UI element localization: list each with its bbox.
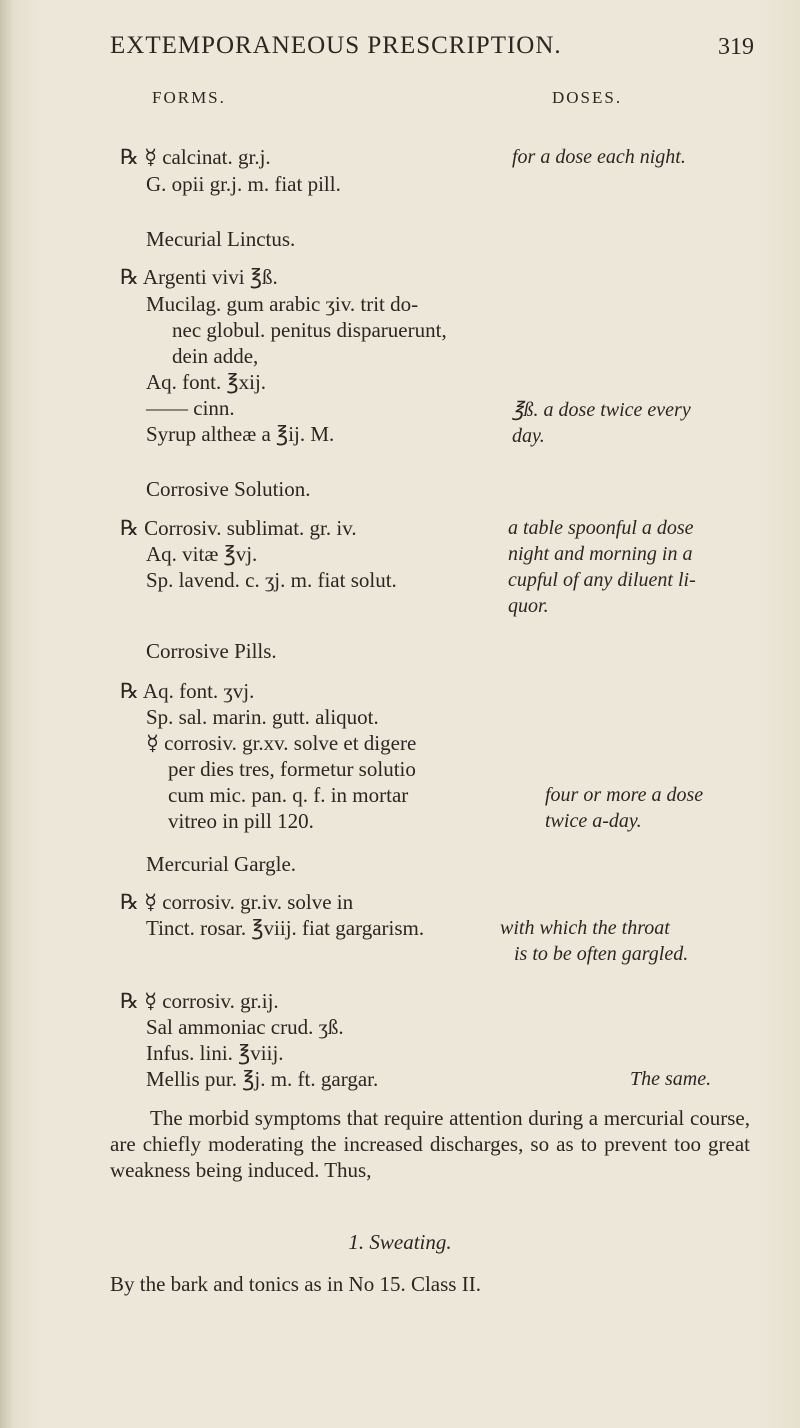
prescription-line: ℞ ☿ corrosiv. gr.iv. solve in xyxy=(120,890,354,914)
prescription-line: Sp. lavend. c. ʒj. m. fiat solut. xyxy=(146,568,397,592)
prescription-line: Sal ammoniac crud. ʒß. xyxy=(146,1015,344,1039)
prescription-line: Infus. lini. ℥viij. xyxy=(146,1041,284,1065)
forms-column-heading: FORMS. xyxy=(152,88,226,107)
dose-text: twice a-day. xyxy=(545,810,642,832)
dose-text: a table spoonful a dose xyxy=(508,517,694,539)
dose-text: cupful of any diluent li- xyxy=(508,569,696,591)
prescription-line: vitreo in pill 120. xyxy=(168,809,314,833)
prescription-line: ℞ Corrosiv. sublimat. gr. iv. xyxy=(120,516,357,540)
dose-text: four or more a dose xyxy=(545,784,704,806)
prescription-line: ℞ ☿ calcinat. gr.j. xyxy=(120,145,271,169)
page-number: 319 xyxy=(718,34,754,60)
body-text-line: By the bark and tonics as in No 15. Class II. xyxy=(110,1272,481,1296)
prescription-line: Tinct. rosar. ℥viij. fiat gargarism. xyxy=(146,916,425,940)
running-head: EXTEMPORANEOUS PRESCRIPTION. xyxy=(110,32,562,59)
dose-text: with which the throat xyxy=(500,917,670,939)
dose-text: is to be often gargled. xyxy=(514,943,689,965)
prescription-line: Mucilag. gum arabic ʒiv. trit do- xyxy=(146,292,419,316)
prescription-line: nec globul. penitus disparuerunt, xyxy=(172,318,447,342)
prescription-line: per dies tres, formetur solutio xyxy=(168,757,416,781)
prescription-line: ℞ Aq. font. ʒvj. xyxy=(120,679,255,703)
prescription-line: Sp. sal. marin. gutt. aliquot. xyxy=(146,705,379,729)
dose-text: for a dose each night. xyxy=(512,146,686,168)
prescription-line: ☿ corrosiv. gr.xv. solve et digere xyxy=(146,731,417,755)
prescription-line: Aq. font. ℥xij. xyxy=(146,370,267,394)
dose-text: night and morning in a xyxy=(508,543,693,565)
prescription-line: Mellis pur. ℥j. m. ft. gargar. xyxy=(146,1067,379,1091)
formula-title: Corrosive Pills. xyxy=(146,639,277,663)
formula-title: Mecurial Linctus. xyxy=(146,227,296,251)
body-paragraph: The morbid symptoms that require attention during a mercurial course, are chiefly moderating the increased discharges, so as to prevent too great weakness being induced. Thus, xyxy=(110,1106,750,1182)
prescription-line: dein adde, xyxy=(172,344,259,368)
dose-text: quor. xyxy=(508,595,549,617)
dose-text: The same. xyxy=(630,1068,712,1090)
formula-title: Mercurial Gargle. xyxy=(146,852,297,876)
prescription-line: G. opii gr.j. m. fiat pill. xyxy=(146,172,341,196)
prescription-line: Syrup altheæ a ℥ij. M. xyxy=(146,422,335,446)
prescription-line: ℞ ☿ corrosiv. gr.ij. xyxy=(120,989,279,1013)
prescription-line: —— cinn. xyxy=(146,396,235,420)
prescription-line: cum mic. pan. q. f. in mortar xyxy=(168,783,409,807)
formula-title: Corrosive Solution. xyxy=(146,477,311,501)
section-heading: 1. Sweating. xyxy=(348,1230,452,1254)
dose-text: day. xyxy=(512,425,545,447)
doses-column-heading: DOSES. xyxy=(552,88,623,107)
prescription-line: Aq. vitæ ℥vj. xyxy=(146,542,258,566)
dose-text: ℥ß. a dose twice every xyxy=(512,399,691,421)
prescription-line: ℞ Argenti vivi ℥ß. xyxy=(120,265,278,289)
